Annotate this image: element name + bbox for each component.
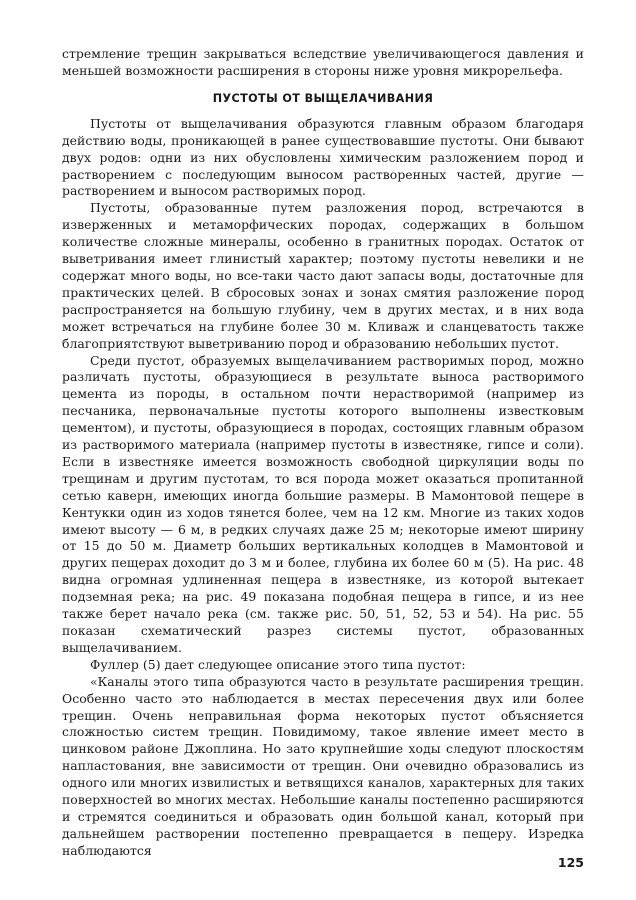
intro-paragraph: стремление трещин закрываться вследствие увеличивающегося давления и меньшей возможности расширения в стороны ниже уровня микрорельефа. [62,46,584,78]
paragraph-fuller-quote: «Каналы этого типа образуются часто в результате расширения трещин. Особенно часто это наблюдается в местах пересечения двух или более трещин. Очень неправильная форма некоторых пустот объясняется сложностью систем трещин. Повидимому, такое явление имеет место в цинковом районе Джоплина. Но зато крупнейшие ходы следуют плоскостям напластования, вне зависимости от трещин. Они очевидно образовались из одного или многих извилистых и ветвящихся каналов, характерных для таких поверхностей во многих местах. Небольшие каналы постепенно расширяются и стремятся соединиться и образовать один большой канал, который при дальнейшем растворении постепенно превращается в пещеру. Изредка наблюдаются [62,673,584,858]
section-heading: ПУСТОТЫ ОТ ВЫЩЕЛАЧИВАНИЯ [212,91,434,105]
paragraph-soluble-rock-voids: Среди пустот, образуемых выщелачиванием растворимых пород, можно различать пустоты, образующиеся в результате выноса растворимого цемента из породы, в остальном почти нерастворимой (например из песчаника, первоначальные пустоты которого выполнены известковым цементом), и пустоты, образующиеся в породах, состоящих главным образом из растворимого материала (например пустоты в известняке, гипсе и соли). Если в известняке имеется возможность свободной циркуляции воды по трещинам и другим пустотам, то вся порода может оказаться пропитанной сетью каверн, имеющих иногда большие размеры. В Мамонтовой пещере в Кентукки один из ходов тянется более, чем на 12 км. Многие из таких ходов имеют высоту — 6 м, в редких случаях даже 25 м; некоторые имеют ширину от 15 до 50 м. Диаметр больших вертикальных колодцев в Мамонтовой и других пещерах доходит до 3 м и более, глубина их более 60 м (5). На рис. 48 видна огромная удлиненная пещера в известняке, из которой вытекает подземная река; на рис. 49 показана подобная пещера в гипсе, и из нее также берет начало река (см. также рис. 50, 51, 52, 53 и 54). На рис. 55 показан схематический разрез системы пустот, образованных выщелачиванием. [62,352,584,655]
paragraph-decomposition-voids: Пустоты, образованные путем разложения пород, встречаются в изверженных и метаморфических породах, содержащих в большом количестве сложные минералы, особенно в гранитных породах. Остаток от выветривания имеет глинистый характер; поэтому пустоты невелики и не содержат много воды, но все-таки часто дают запасы воды, достаточные для практических целей. В сбросовых зонах и зонах смятия разложение пород распространяется на большую глубину, чем в других местах, и в них вода может встречаться на глубине более 30 м. Кливаж и сланцеватость также благоприятствуют выветриванию пород и образованию небольших пустот. [62,200,584,351]
page-number: 125 [557,855,584,870]
paragraph-fuller-intro: Фуллер (5) дает следующее описание этого типа пустот: [90,656,466,672]
paragraph-leaching-origin: Пустоты от выщелачивания образуются главным образом благодаря действию воды, проникающей в ранее существовавшие пустоты. Они бывают двух родов: одни из них обусловлены химическим разложением пород и растворением с последующим выносом растворенных частей, другие — растворением и выносом растворимых пород. [62,115,584,199]
